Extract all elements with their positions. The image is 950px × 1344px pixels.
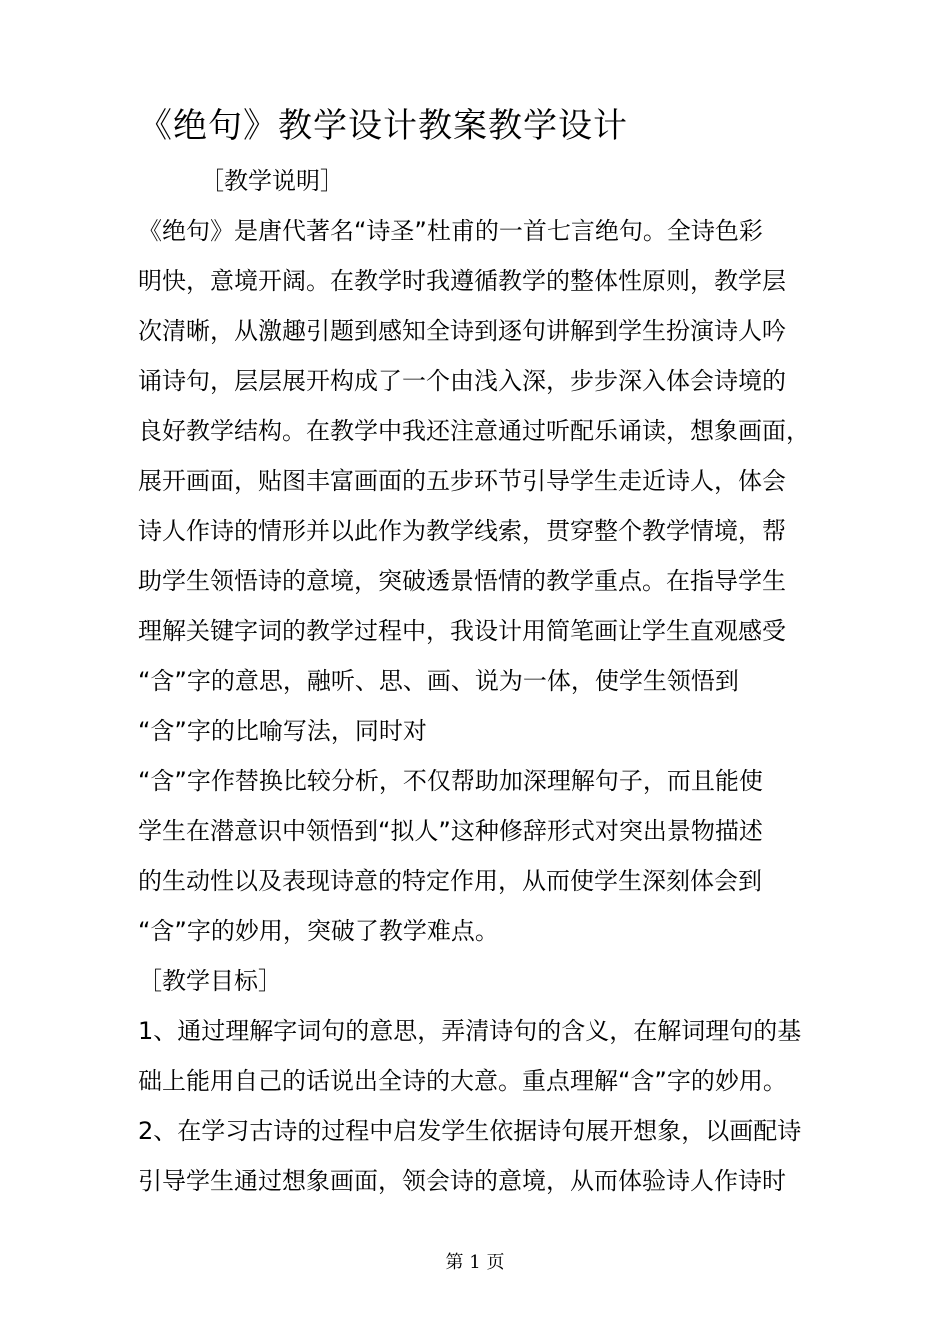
goal-line: 础上能用自己的话说出全诗的大意。重点理解“含”字的妙用。 xyxy=(138,1067,787,1095)
paragraph-line: 展开画面，贴图丰富画面的五步环节引导学生走近诗人，体会 xyxy=(138,467,786,495)
paragraph-line: 明快，意境开阔。在教学时我遵循教学的整体性原则，教学层 xyxy=(138,267,786,295)
paragraph-line: 《绝句》是唐代著名“诗圣”杜甫的一首七言绝句。全诗色彩 xyxy=(138,217,763,245)
section-heading-teaching-notes: ［教学说明］ xyxy=(200,167,344,195)
goal-line: 2、在学习古诗的过程中启发学生依据诗句展开想象，以画配诗 xyxy=(138,1117,802,1145)
paragraph-line: 学生在潜意识中领悟到“拟人”这种修辞形式对突出景物描述 xyxy=(138,817,763,845)
paragraph-line: “含”字的妙用，突破了教学难点。 xyxy=(138,917,499,945)
paragraph-line: 诵诗句，层层展开构成了一个由浅入深，步步深入体会诗境的 xyxy=(138,367,786,395)
paragraph-line: 次清晰，从激趣引题到感知全诗到逐句讲解到学生扮演诗人吟 xyxy=(138,317,786,345)
paragraph-line: 良好教学结构。在教学中我还注意通过听配乐诵读，想象画面， xyxy=(138,417,810,445)
page-number: 第 1 页 xyxy=(445,1252,505,1273)
paragraph-line: 理解关键字词的教学过程中，我设计用简笔画让学生直观感受 xyxy=(138,617,786,645)
document-title: 《绝句》教学设计教案教学设计 xyxy=(138,106,628,146)
section-heading-teaching-goals: ［教学目标］ xyxy=(138,967,282,995)
paragraph-line: “含”字作替换比较分析，不仅帮助加深理解句子，而且能使 xyxy=(138,767,763,795)
paragraph-line: 诗人作诗的情形并以此作为教学线索，贯穿整个教学情境，帮 xyxy=(138,517,786,545)
paragraph-line: 的生动性以及表现诗意的特定作用，从而使学生深刻体会到 xyxy=(138,867,762,895)
paragraph-line: 助学生领悟诗的意境，突破透景悟情的教学重点。在指导学生 xyxy=(138,567,786,595)
goal-line: 1、通过理解字词句的意思，弄清诗句的含义，在解词理句的基 xyxy=(138,1017,802,1045)
paragraph-line: “含”字的意思，融听、思、画、说为一体，使学生领悟到 xyxy=(138,667,739,695)
goal-line: 引导学生通过想象画面，领会诗的意境，从而体验诗人作诗时 xyxy=(138,1167,786,1195)
paragraph-line: “含”字的比喻写法，同时对 xyxy=(138,717,427,745)
document-body xyxy=(138,156,828,1206)
